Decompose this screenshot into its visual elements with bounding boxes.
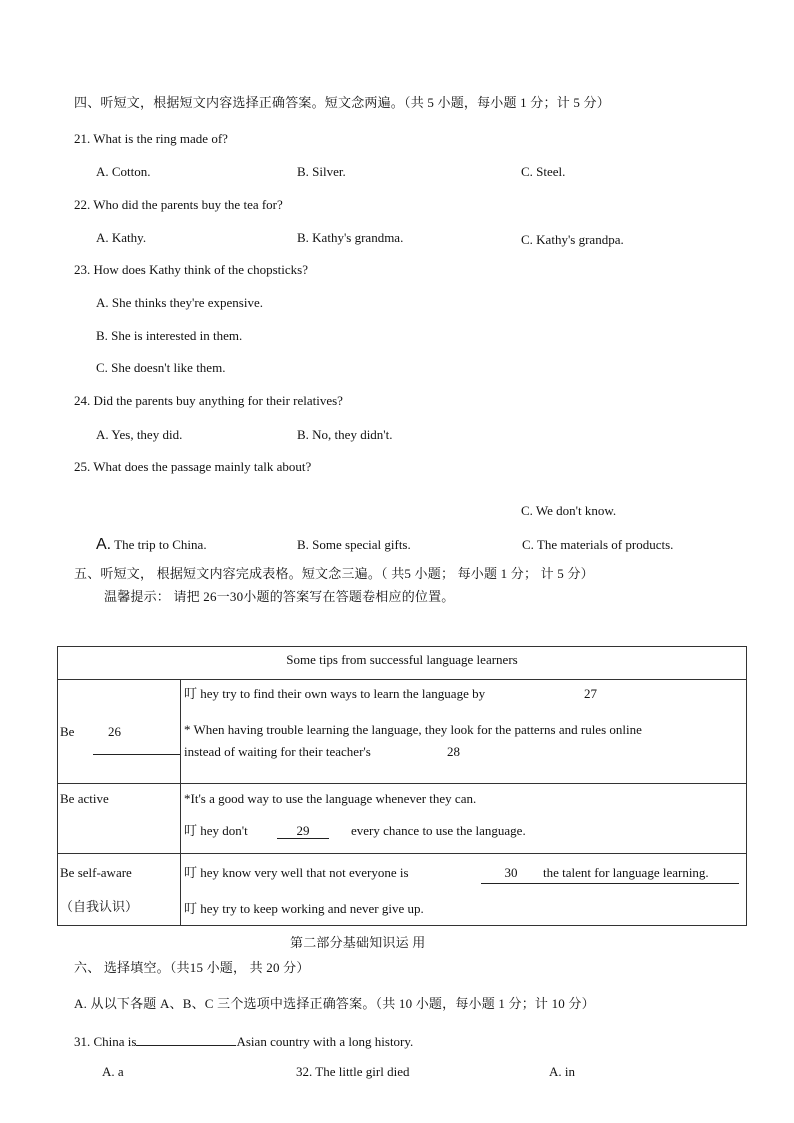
row3-label: Be self-aware — [60, 865, 132, 880]
row3-line1-pre: 叮 hey know very well that not everyone is — [184, 865, 409, 880]
section6-sub-a: A. 从以下各题 A、B、C 三个选项中选择正确答案。（共 10 小题，每小题 1 分；计 10 分） — [74, 996, 595, 1011]
q25-option-c: C. The materials of products. — [522, 537, 674, 552]
blank-26: 26 — [108, 724, 121, 739]
row3-content-cell — [181, 854, 747, 926]
question-22: 22. Who did the parents buy the tea for? — [74, 197, 283, 212]
q22-option-c: C. Kathy's grandpa. — [521, 232, 624, 247]
q24-option-a: A. Yes, they did. — [96, 427, 183, 442]
blank-28: 28 — [447, 744, 460, 759]
blank-30: 30 — [504, 865, 518, 880]
q25-option-a-text: The trip to China. — [111, 537, 207, 552]
blank-30-line — [481, 883, 739, 884]
question-21: 21. What is the ring made of? — [74, 131, 228, 146]
section5-tip: 温馨提示： 请把 26一30小题的答案写在答题卷相应的位置。 — [104, 589, 455, 604]
q24-option-b: B. No, they didn't. — [297, 427, 393, 442]
row3-label-cell — [58, 854, 181, 926]
row1-label-cell — [58, 680, 181, 784]
q24-option-c: C. We don't know. — [521, 503, 617, 518]
row2-line1: *It's a good way to use the language whenever they can. — [184, 791, 477, 806]
blank-27: 27 — [584, 686, 597, 701]
row2-content-cell — [181, 784, 747, 854]
q31-option-a: A. a — [102, 1064, 124, 1079]
q22-option-a: A. Kathy. — [96, 230, 147, 245]
question-31 — [74, 1033, 413, 1048]
tips-table — [57, 646, 747, 926]
q23-option-a: A. She thinks they're expensive. — [96, 295, 263, 310]
question-32: 32. The little girl died — [296, 1064, 410, 1079]
row3-line1-post: the talent for language learning. — [543, 865, 709, 880]
q21-option-b: B. Silver. — [297, 164, 346, 179]
row1-label: Be — [60, 724, 75, 739]
row1-content-cell — [181, 680, 747, 784]
row1-line1: 叮 hey try to find their own ways to learn the language by — [184, 686, 486, 701]
q23-option-c: C. She doesn't like them. — [96, 360, 226, 375]
q31-pre: 31. China is — [74, 1034, 137, 1049]
row1-line2: * When having trouble learning the language, they look for the patterns and rules online — [184, 722, 642, 737]
row1-line3: instead of waiting for their teacher's — [184, 744, 371, 759]
question-24: 24. Did the parents buy anything for their relatives? — [74, 393, 343, 408]
q31-post: Asian country with a long history. — [236, 1034, 414, 1049]
q23-option-b: B. She is interested in them. — [96, 328, 243, 343]
q22-option-b: B. Kathy's grandma. — [297, 230, 404, 245]
row2-line2-pre: 叮 hey don't — [184, 823, 248, 838]
section5-heading: 五、听短文， 根据短文内容完成表格。短文念三遍。（ 共5 小题； 每小题 1 分； 计 5 分） — [74, 566, 594, 581]
row3-line2: 叮 hey try to keep working and never give up. — [184, 901, 424, 916]
section4-heading: 四、听短文，根据短文内容选择正确答案。短文念两遍。（共 5 小题，每小题 1 分；计 5 分） — [74, 95, 610, 110]
row2-label: Be active — [60, 791, 109, 806]
table-title: Some tips from successful language learners — [286, 652, 518, 667]
section6-heading: 六、 选择填空。（共15 小题， 共 20 分） — [74, 960, 310, 975]
q21-option-a: A. Cotton. — [96, 164, 151, 179]
blank-26-line — [93, 754, 180, 755]
q21-option-c: C. Steel. — [521, 164, 566, 179]
part2-title: 第二部分基础知识运 用 — [290, 935, 426, 950]
row2-line2-post: every chance to use the language. — [351, 823, 526, 838]
blank-29: 29 — [277, 824, 329, 839]
q31-blank — [136, 1033, 236, 1046]
row3-label-chinese: （自我认识） — [60, 899, 139, 914]
q25-option-a-letter: A. — [96, 536, 112, 553]
q25-option-b: B. Some special gifts. — [297, 537, 411, 552]
q25-option-a — [96, 537, 207, 553]
question-25: 25. What does the passage mainly talk about? — [74, 459, 312, 474]
row2-label-cell — [58, 784, 181, 854]
question-23: 23. How does Kathy think of the chopsticks? — [74, 262, 308, 277]
table-title-cell — [58, 647, 747, 680]
q32-option-a: A. in — [549, 1064, 575, 1079]
